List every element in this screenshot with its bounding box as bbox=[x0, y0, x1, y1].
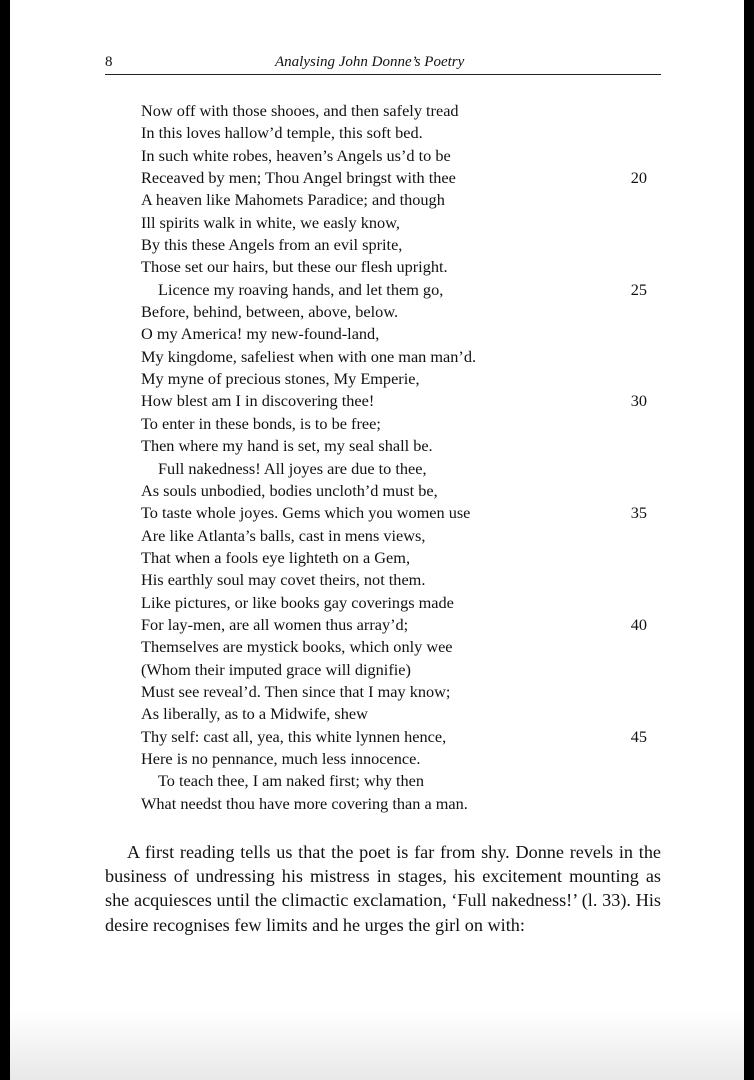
line-number: 20 bbox=[630, 168, 647, 188]
poem-line: Themselves are mystick books, which only wee bbox=[141, 637, 453, 657]
poem-line: His earthly soul may covet theirs, not them. bbox=[141, 570, 426, 590]
line-number: 35 bbox=[630, 503, 647, 523]
page-number: 8 bbox=[105, 54, 113, 70]
line-number: 45 bbox=[630, 726, 647, 746]
poem-line: In such white robes, heaven’s Angels us’d to be bbox=[141, 145, 451, 165]
line-number: 25 bbox=[630, 279, 647, 299]
poem-line: Here is no pennance, much less innocence. bbox=[141, 748, 421, 768]
poem-line: As liberally, as to a Midwife, shew bbox=[141, 704, 368, 724]
poem-line: That when a fools eye lighteth on a Gem, bbox=[141, 547, 411, 567]
poem-line: Receaved by men; Thou Angel bringst with thee 20 bbox=[141, 167, 661, 189]
poem-line: O my America! my new-found-land, bbox=[141, 324, 380, 344]
poem-line: Full nakedness! All joyes are due to thee, bbox=[158, 458, 427, 478]
poem-line: Before, behind, between, above, below. bbox=[141, 302, 399, 322]
page-bottom-shadow bbox=[10, 1010, 744, 1080]
poem-line: In this loves hallow’d temple, this soft bed. bbox=[141, 123, 423, 143]
line-number: 30 bbox=[630, 391, 647, 411]
line-number: 40 bbox=[630, 614, 647, 634]
poem-line: Licence my roaving hands, and let them go, 25 bbox=[141, 279, 661, 301]
poem-line: My kingdome, safeliest when with one man man’d. bbox=[141, 346, 477, 366]
poem-line: For lay-men, are all women thus array’d; 40 bbox=[141, 614, 661, 636]
poem-line: Those set our hairs, but these our flesh upright. bbox=[141, 257, 448, 277]
running-header bbox=[105, 52, 661, 75]
body-paragraph: A first reading tells us that the poet is far from shy. Donne revels in the business of undressing his mistress in stages, his excitement mounting as she acquiesces until the climactic exclamation, ‘Full nakedness!’ (l. 33). His desire recognises few limits and he urges the girl on with: bbox=[105, 842, 661, 935]
poem-line: My myne of precious stones, My Emperie, bbox=[141, 369, 420, 389]
poem-line: Then where my hand is set, my seal shall be. bbox=[141, 436, 433, 456]
poem-line: To teach thee, I am naked first; why then bbox=[158, 771, 425, 791]
poem-line: How blest am I in discovering thee! 30 bbox=[141, 390, 661, 412]
poem-line: To enter in these bonds, is to be free; bbox=[141, 413, 381, 433]
poem-line: Are like Atlanta’s balls, cast in mens views, bbox=[141, 525, 426, 545]
poem-line: To taste whole joyes. Gems which you women use 35 bbox=[141, 502, 661, 524]
book-page bbox=[10, 0, 744, 1080]
poem-line: Ill spirits walk in white, we easly know, bbox=[141, 212, 400, 232]
poem-line: A heaven like Mahomets Paradice; and though bbox=[141, 190, 445, 210]
poem-line: Thy self: cast all, yea, this white lynnen hence, 45 bbox=[141, 726, 661, 748]
poem-line: As souls unbodied, bodies uncloth’d must be, bbox=[141, 480, 438, 500]
poem-line: What needst thou have more covering than a man. bbox=[141, 793, 468, 813]
poem-line: Must see reveal’d. Then since that I may know; bbox=[141, 681, 451, 701]
poem-excerpt bbox=[141, 100, 661, 815]
poem-line: Like pictures, or like books gay coverings made bbox=[141, 592, 454, 612]
running-title: Analysing John Donne’s Poetry bbox=[275, 54, 465, 70]
poem-line: (Whom their imputed grace will dignifie) bbox=[141, 659, 411, 679]
poem-line: Now off with those shooes, and then safely tread bbox=[141, 101, 459, 120]
poem-line: By this these Angels from an evil sprite, bbox=[141, 235, 403, 255]
